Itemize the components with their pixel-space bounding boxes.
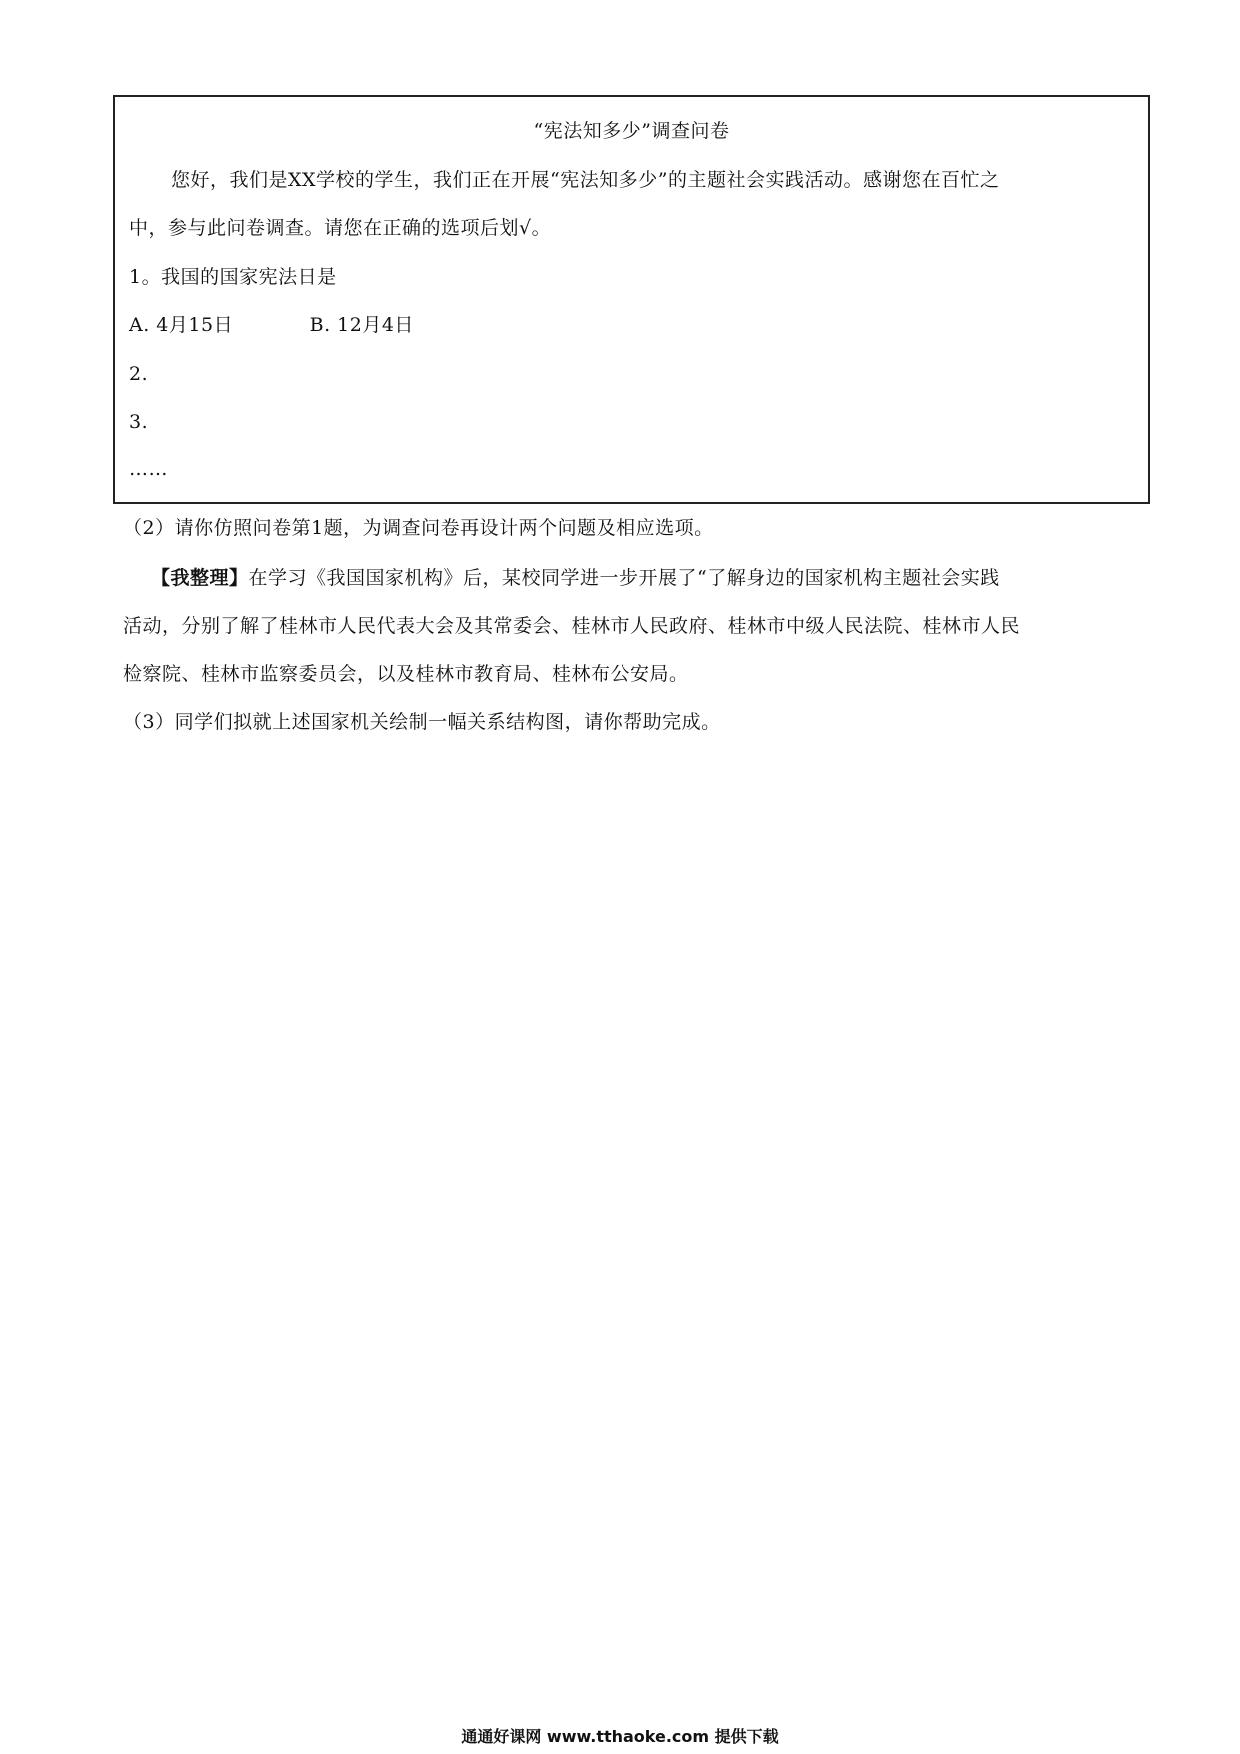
option-b: B. 12月4日 (309, 314, 414, 336)
footer-watermark: 通通好课网 www.tthaoke.com 提供下载 (461, 1727, 779, 1746)
survey-question-3: 3. (129, 411, 149, 433)
survey-ellipsis: …… (129, 458, 168, 480)
organize-label: 【我整理】 (151, 567, 249, 589)
organize-paragraph-line-2: 活动，分别了解了桂林市人民代表大会及其常委会、桂林市人民政府、桂林市中级人民法院、桂林市人民 (123, 615, 1021, 637)
survey-question-2: 2. (129, 363, 149, 385)
survey-question-1: 1。我国的国家宪法日是 (129, 266, 337, 288)
question-2-prompt: （2）请你仿照问卷第1题，为调查问卷再设计两个问题及相应选项。 (123, 517, 714, 539)
question-3-prompt: （3）同学们拟就上述国家机关绘制一幅关系结构图，请你帮助完成。 (123, 711, 721, 733)
organize-paragraph-line-3: 检察院、桂林市监察委员会，以及桂林市教育局、桂林布公安局。 (123, 663, 689, 685)
survey-title: “宪法知多少”调查问卷 (533, 120, 730, 142)
survey-intro-line-1: 您好，我们是XX学校的学生，我们正在开展“宪法知多少”的主题社会实践活动。感谢您在百忙之 (171, 169, 1000, 191)
option-a: A. 4月15日 (129, 314, 234, 336)
survey-intro-line-2: 中，参与此问卷调查。请您在正确的选项后划√。 (129, 217, 552, 239)
survey-question-1-options (129, 313, 414, 337)
organize-line-1-text: 在学习《我国国家机构》后，某校同学进一步开展了“了解身边的国家机构主题社会实践 (248, 567, 1000, 589)
organize-paragraph-line-1 (151, 566, 1000, 590)
survey-box (113, 95, 1150, 504)
